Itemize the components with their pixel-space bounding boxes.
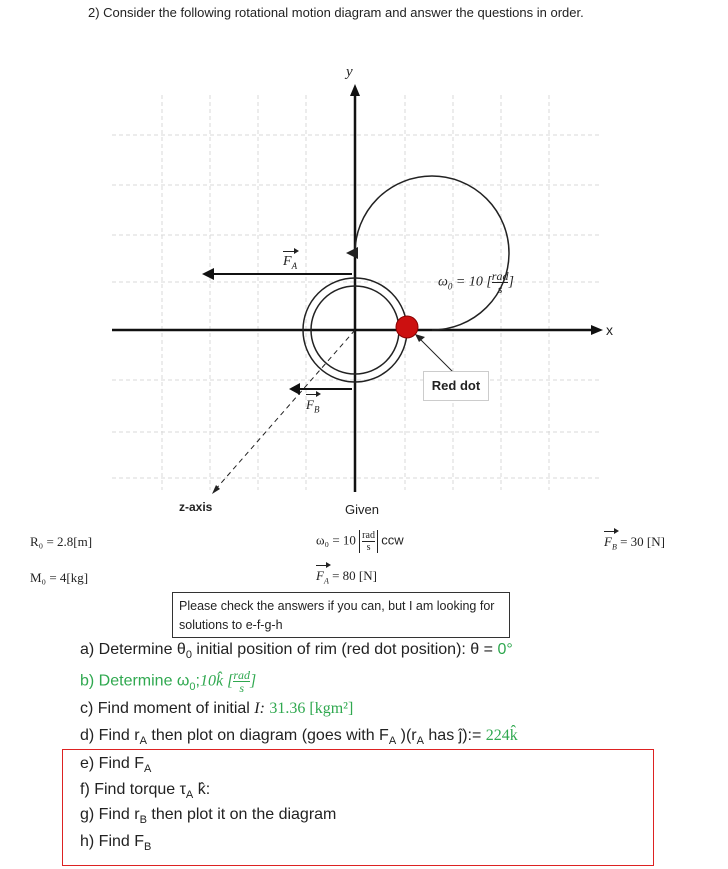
y-axis-label: y: [346, 64, 353, 80]
question-d: d) Find $r_A$ then plot on diagram (goes with $F_A$ )($r_A$ has ĵ):= 224k̂: [80, 727, 518, 748]
red-dot: [396, 316, 418, 338]
given-m0: M₀ = 4[kg]: [30, 570, 89, 585]
question-f: f) Find torque $\tau_A$ k̂:: [80, 781, 211, 802]
force-b-arrowhead: [289, 383, 300, 395]
red-dot-pointer-head: [415, 334, 425, 342]
answer-a: 0°: [497, 641, 513, 658]
question-a: a) Determine $\theta_0$ initial position of rim (red dot position): θ = 0°: [80, 641, 513, 662]
answer-c: 31.36 [kgm²]: [269, 700, 354, 717]
z-axis-label: z-axis: [179, 500, 213, 514]
question-h: h) Find $F_B$: [80, 833, 152, 854]
answer-b: 10k̂ [: [200, 672, 234, 690]
force-a-label: $F_A$: [283, 254, 298, 271]
note-box: [172, 592, 510, 638]
note-text: Please check the answers if you can, but I am looking for solutions to e-f-g-h: [179, 599, 495, 632]
omega-diagram-label: $\omega_0 = 10$ [ rad s ]: [438, 269, 514, 296]
omega-arc-arrowhead: [346, 247, 358, 259]
given-fb: $F_B = 30$ [N]: [604, 534, 665, 552]
y-axis-arrowhead: [350, 84, 360, 96]
x-axis-arrowhead: [591, 325, 603, 335]
given-r0: R₀ = 2.8[m]: [30, 534, 93, 549]
z-axis: [215, 330, 355, 490]
red-dot-label: Red dot: [423, 371, 489, 401]
answer-d: 224k̂: [485, 727, 518, 744]
force-a-arrowhead: [202, 268, 214, 280]
question-e: e) Find $F_A$: [80, 755, 152, 776]
red-dot-pointer: [418, 337, 455, 374]
question-c: c) Find moment of initial I: 31.36 [kgm²]: [80, 700, 354, 717]
x-axis-label: x: [606, 322, 613, 338]
given-title: Given: [345, 502, 379, 517]
given-omega: ω₀ = 10 rad s ccw: [316, 530, 404, 553]
question-header: 2) Consider the following rotational motion diagram and answer the questions in order.: [88, 5, 584, 20]
omega-arc: [355, 176, 509, 330]
force-b-label: $F_B$: [306, 397, 320, 415]
given-fa: $F_A = 80$ [N]: [316, 568, 377, 586]
question-b: b) Determine $\omega_0;10k̂$ [ rad s ]: [80, 668, 257, 695]
question-g: g) Find $r_B$ then plot it on the diagram: [80, 806, 337, 827]
